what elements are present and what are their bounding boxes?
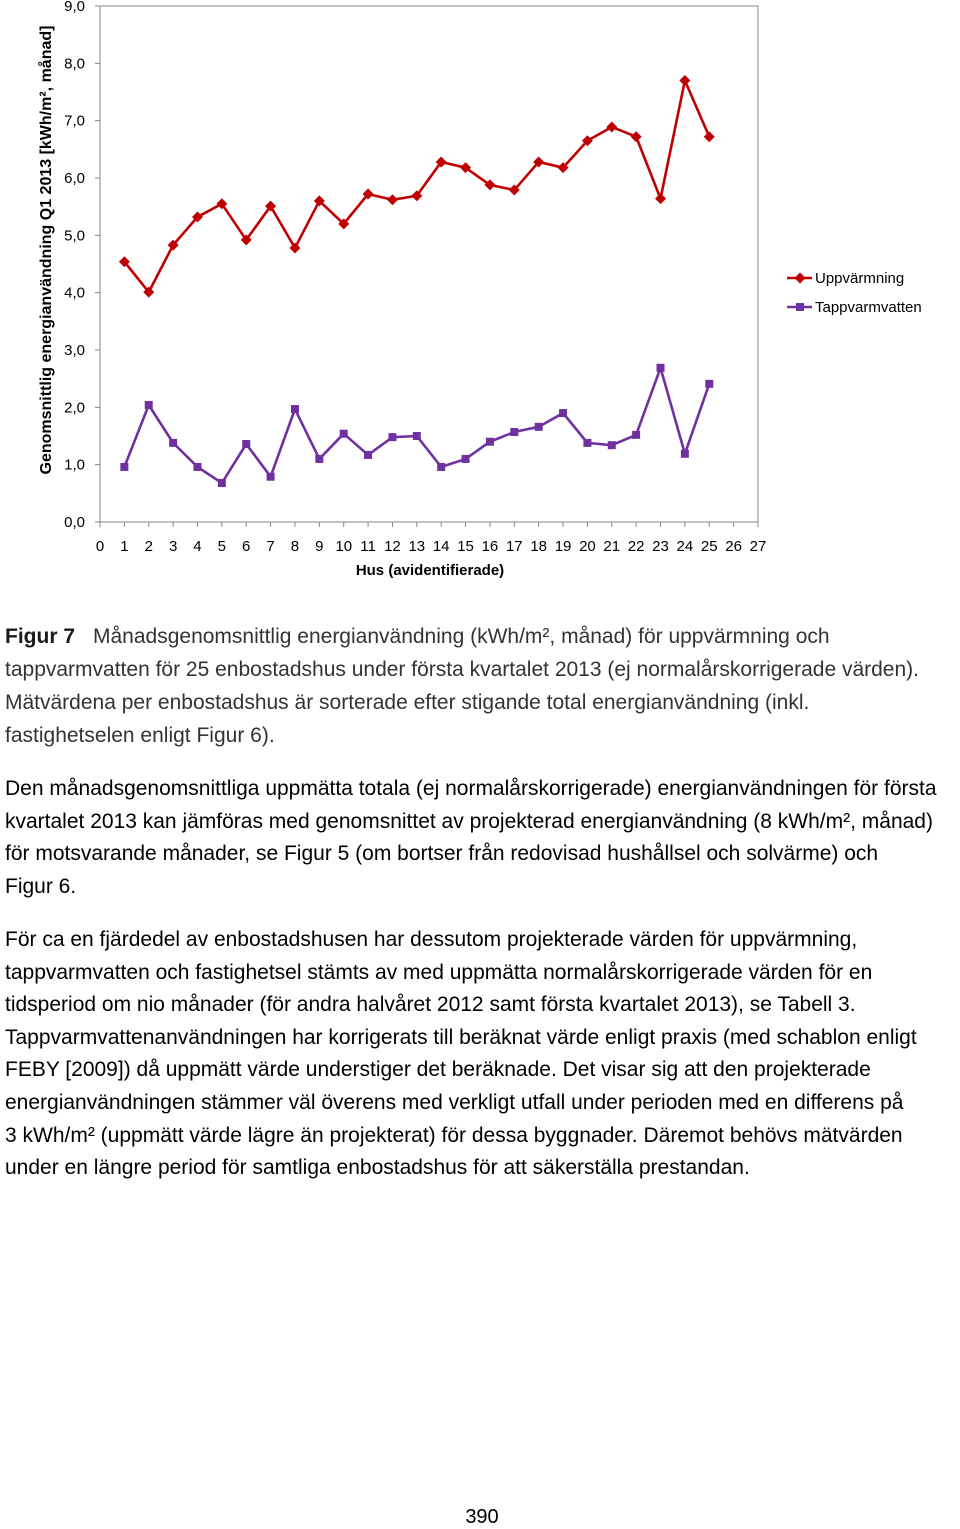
paragraph-line: Figur 6. xyxy=(5,874,77,898)
x-tick-label: 13 xyxy=(408,537,426,555)
x-tick-label: 8 xyxy=(290,537,300,555)
data-point xyxy=(704,131,715,142)
caption-line: fastighetselen enligt Figur 6). xyxy=(5,724,275,747)
page-number: 390 xyxy=(465,1506,499,1528)
series-tappvarmvatten xyxy=(120,364,713,487)
x-tick-label: 24 xyxy=(676,537,694,555)
y-tick-label: 3,0 xyxy=(64,341,85,359)
x-tick-label: 16 xyxy=(481,537,499,555)
x-axis-title: Hus (avidentifierade) xyxy=(355,561,505,579)
data-point xyxy=(631,131,642,142)
data-point xyxy=(462,455,470,463)
x-tick-label: 2 xyxy=(144,537,153,555)
x-tick-label: 3 xyxy=(168,537,178,555)
y-tick-label: 6,0 xyxy=(64,169,85,187)
y-tick-label: 0,0 xyxy=(64,513,85,531)
data-point xyxy=(145,401,153,409)
data-point xyxy=(657,364,665,372)
legend-label: Tappvarmvatten xyxy=(815,298,922,316)
caption-label: Figur 7 xyxy=(5,625,76,648)
x-tick-label: 7 xyxy=(266,537,275,555)
x-tick-label: 5 xyxy=(217,537,227,555)
x-tick-label: 10 xyxy=(335,537,353,555)
data-point xyxy=(583,439,591,447)
data-point xyxy=(218,479,226,487)
data-point xyxy=(364,451,372,459)
data-point xyxy=(289,242,300,253)
figure-caption xyxy=(5,620,919,752)
series-line xyxy=(124,81,709,293)
data-point xyxy=(437,463,445,471)
y-tick-label: 1,0 xyxy=(64,456,85,474)
x-tick-label: 26 xyxy=(725,537,742,555)
data-point xyxy=(655,193,666,204)
x-tick-label: 27 xyxy=(749,537,767,555)
data-point xyxy=(679,75,690,86)
x-tick-label: 19 xyxy=(554,537,572,555)
y-tick-label: 9,0 xyxy=(64,0,85,15)
y-tick-label: 5,0 xyxy=(64,227,85,245)
x-tick-label: 12 xyxy=(384,537,401,555)
x-tick-label: 0 xyxy=(95,537,105,555)
plot-area-frame xyxy=(100,6,758,522)
x-tick-label: 11 xyxy=(360,537,376,555)
data-point xyxy=(535,423,543,431)
paragraph-line: under en längre period för samtliga enbostadshus för att säkerställa prestandan. xyxy=(5,1156,750,1180)
data-point xyxy=(608,441,616,449)
data-point xyxy=(510,428,518,436)
data-point xyxy=(559,409,567,417)
x-tick-label: 14 xyxy=(432,537,450,555)
y-tick-label: 4,0 xyxy=(64,284,85,302)
caption-line: Mätvärdena per enbostadshus är sorterade efter stigande total energianvändning (inkl. xyxy=(5,691,810,714)
paragraph-line: Den månadsgenomsnittliga uppmätta totala (ej normalårskorrigerade) energianvändningen för första xyxy=(5,777,937,800)
y-tick-label: 2,0 xyxy=(64,399,85,417)
data-point xyxy=(413,432,421,440)
paragraph-line: FEBY [2009]) då uppmätt värde understiger det beräknade. Det visar sig att den projekterade xyxy=(5,1058,871,1082)
paragraph-line: tappvarmvatten och fastighetsel stämts av med uppmätta normalårskorrigerade värden för en xyxy=(5,960,873,984)
x-tick-label: 9 xyxy=(315,537,324,555)
paragraph-line: För ca en fjärdedel av enbostadshusen har dessutom projekterade värden för uppvärmning, xyxy=(5,928,858,951)
data-point xyxy=(387,194,398,205)
data-point xyxy=(340,430,348,438)
data-point xyxy=(388,433,396,441)
series-uppvarmning xyxy=(119,75,715,298)
y-tick-label: 7,0 xyxy=(64,112,85,130)
x-tick-label: 17 xyxy=(505,537,523,555)
data-point xyxy=(486,438,494,446)
chart-series xyxy=(119,75,715,487)
paragraph-line: kvartalet 2013 kan jämföras med genomsnittet av projekterad energianvändning (8 kWh/m², månad) xyxy=(5,809,933,833)
data-point xyxy=(606,121,617,132)
line-chart xyxy=(0,0,960,600)
x-tick-label: 23 xyxy=(652,537,669,555)
chart-axes xyxy=(64,0,766,555)
chart-legend xyxy=(787,270,922,316)
data-point xyxy=(291,405,299,413)
x-tick-label: 22 xyxy=(627,537,645,555)
paragraph-line: Tappvarmvattenanvändningen har korrigerats till beräknat värde enligt praxis (med schablon enligt xyxy=(5,1025,917,1049)
paragraph-line: energianvändningen stämmer väl överens med verkligt utfall under perioden med en differens på xyxy=(5,1090,904,1114)
body-paragraph-1 xyxy=(5,773,937,903)
legend-label: Uppvärmning xyxy=(815,269,905,287)
legend-marker xyxy=(796,303,804,311)
x-tick-label: 4 xyxy=(193,537,202,555)
caption-text: Månadsgenomsnittlig energianvändning (kWh/m², månad) för uppvärmning och xyxy=(93,625,830,648)
series-line xyxy=(124,368,709,483)
legend-marker xyxy=(795,273,806,284)
data-point xyxy=(242,440,250,448)
y-tick-label: 8,0 xyxy=(64,55,85,73)
data-point xyxy=(169,439,177,447)
x-tick-label: 18 xyxy=(530,537,548,555)
paragraph-line: tidsperiod om nio månader (för andra halvåret 2012 samt första kvartalet 2013), se Tabell 3. xyxy=(5,993,856,1017)
data-point xyxy=(193,463,201,471)
data-point xyxy=(315,455,323,463)
x-tick-label: 20 xyxy=(579,537,596,555)
data-point xyxy=(120,463,128,471)
paragraph-line: 3 kWh/m² (uppmätt värde lägre än projekterat) för dessa byggnader. Däremot behövs mätvärden xyxy=(5,1123,903,1147)
caption-line: tappvarmvatten för 25 enbostadshus under första kvartalet 2013 (ej normalårskorrigerade värden). xyxy=(5,658,919,681)
x-tick-label: 25 xyxy=(700,537,718,555)
x-tick-label: 1 xyxy=(120,537,129,555)
y-axis-title: Genomsnittlig energianvändning Q1 2013 [kWh/m², månad] xyxy=(38,25,56,475)
caption-line xyxy=(5,620,919,653)
body-paragraph-2 xyxy=(5,924,917,1185)
data-point xyxy=(681,450,689,458)
data-point xyxy=(632,431,640,439)
data-point xyxy=(705,380,713,388)
x-tick-label: 6 xyxy=(242,537,251,555)
data-point xyxy=(267,473,275,481)
paragraph-line: för motsvarande månader, se Figur 5 (om bortser från redovisad hushållsel och solvärme) och xyxy=(5,842,879,866)
x-tick-label: 21 xyxy=(603,537,621,555)
x-tick-label: 15 xyxy=(457,537,474,555)
